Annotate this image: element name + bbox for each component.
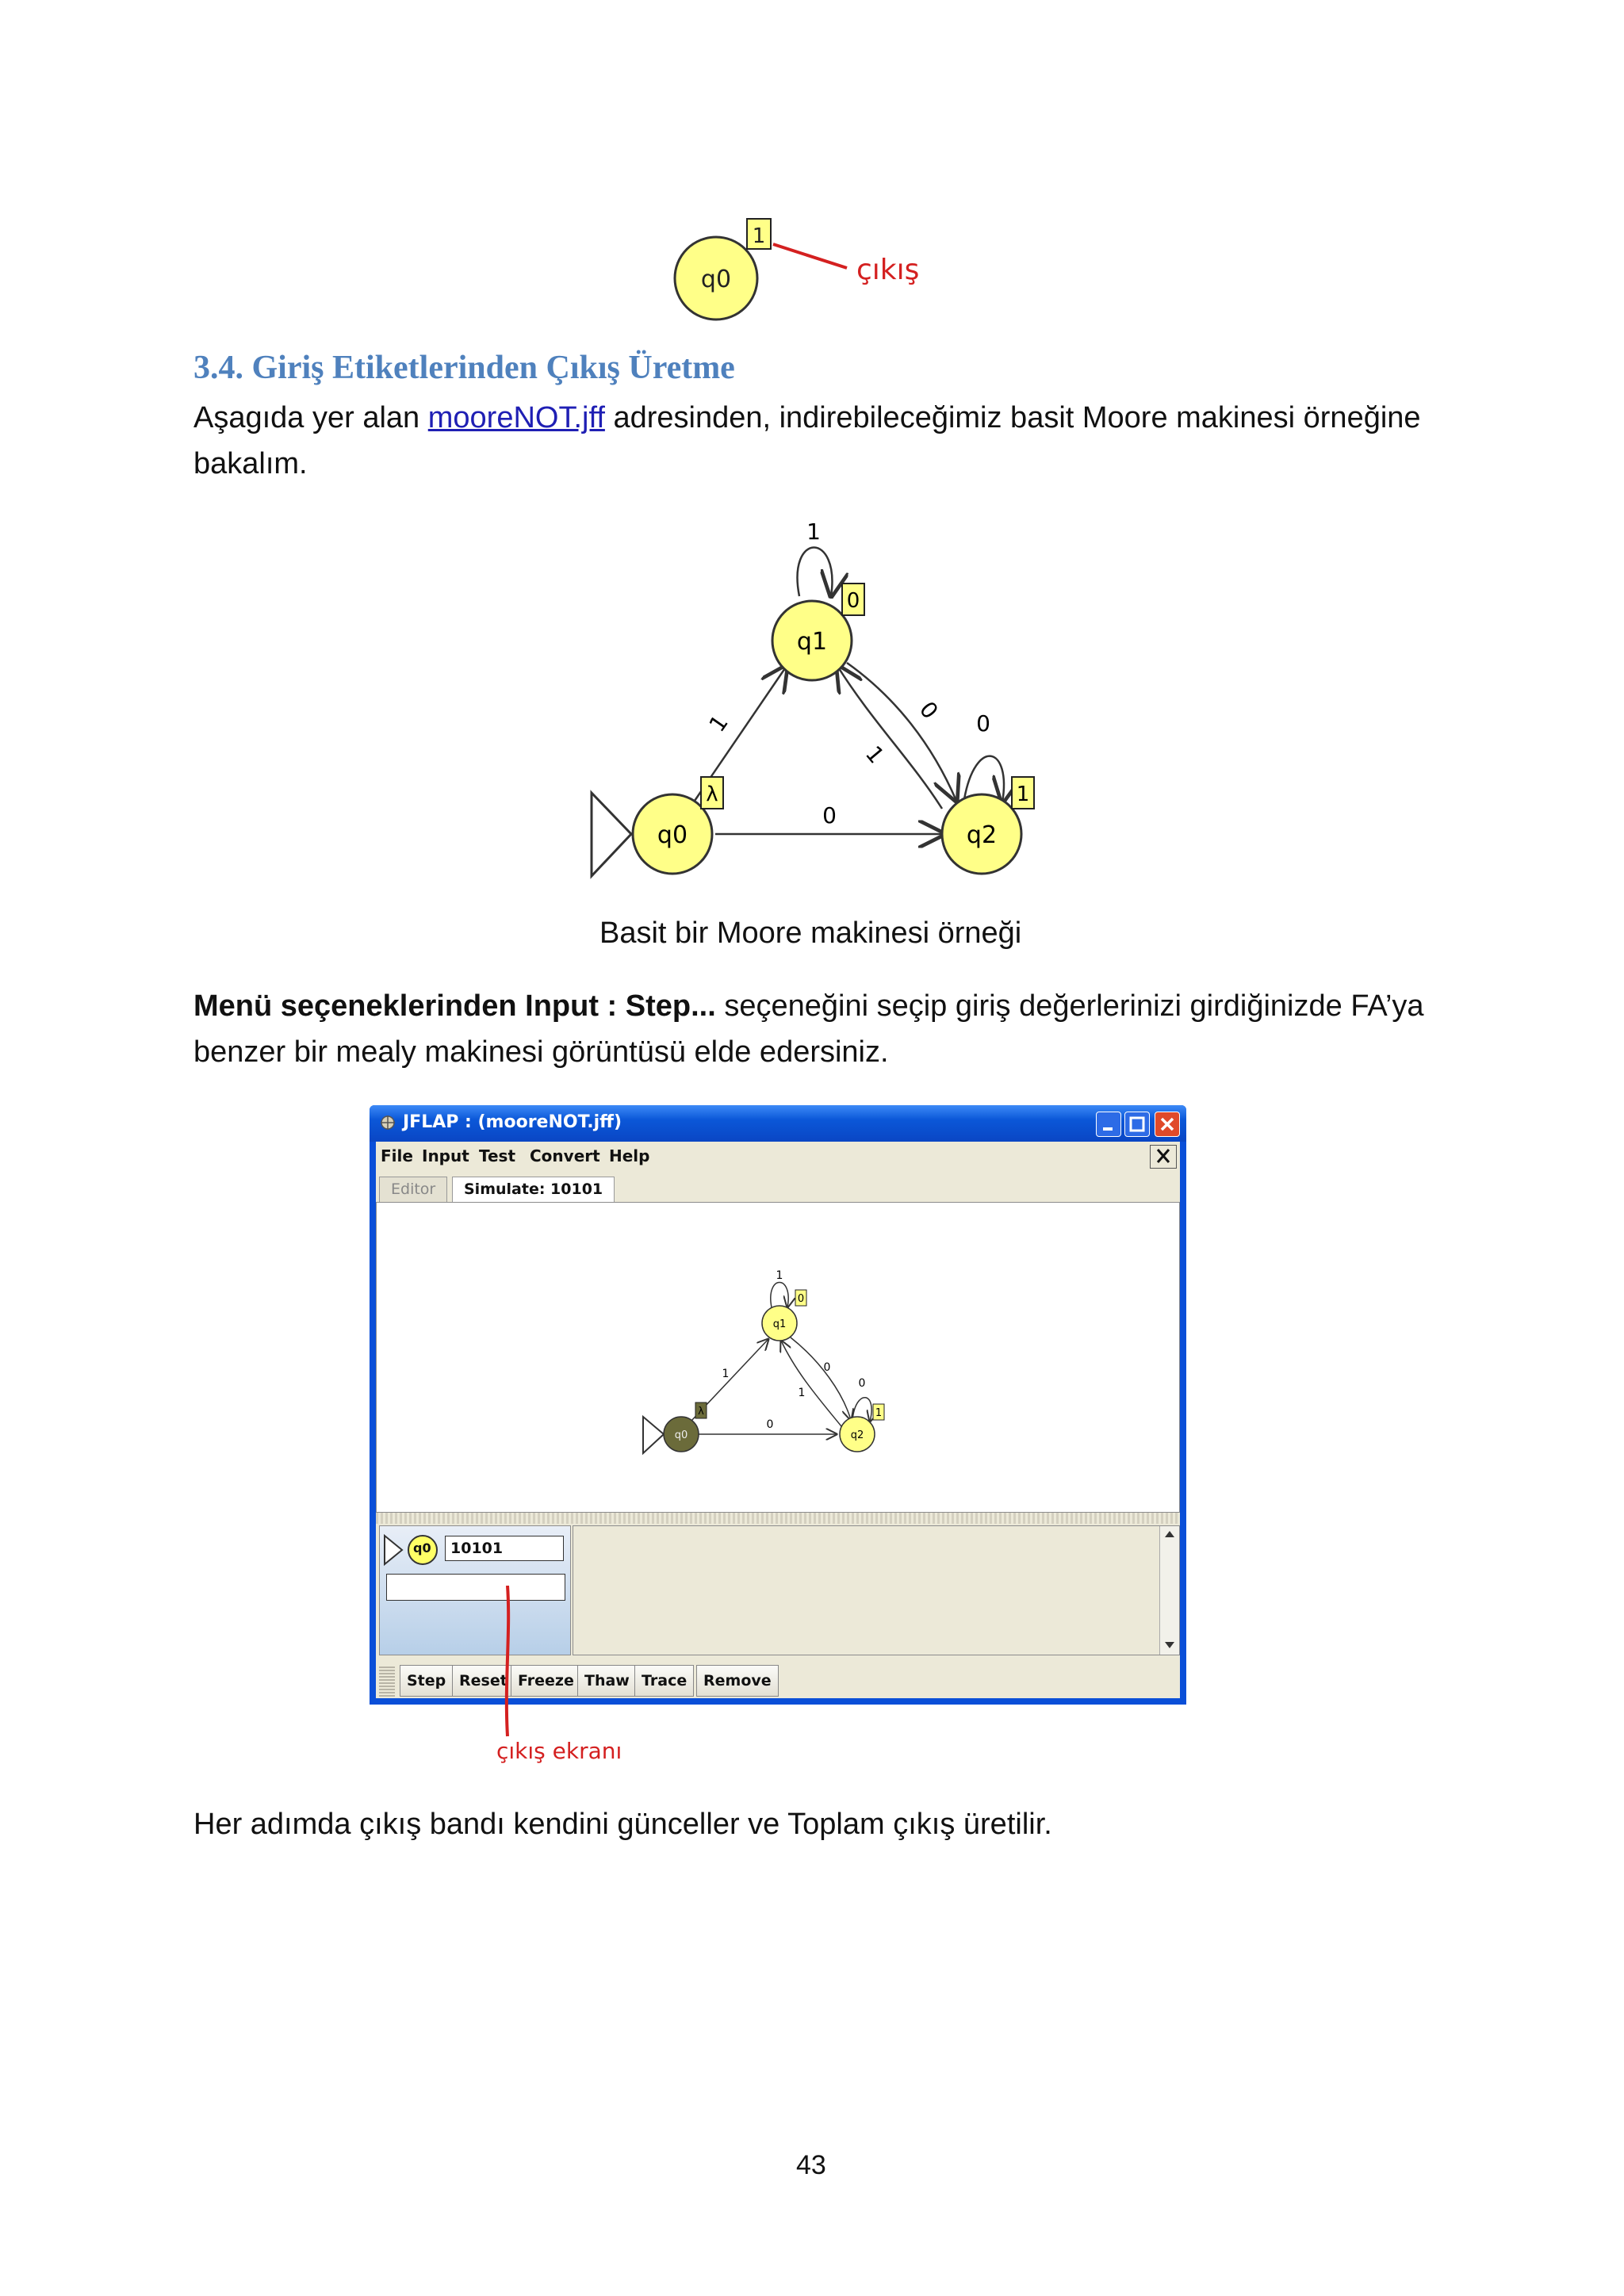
remove-button[interactable]: Remove [696, 1665, 779, 1697]
vertical-scrollbar[interactable] [1159, 1526, 1179, 1655]
section-heading: 3.4. Giriş Etiketlerinden Çıkış Üretme [193, 350, 735, 386]
step-button[interactable]: Step [400, 1665, 453, 1697]
annotation-arrow [773, 244, 847, 268]
transition-q1-q1 [798, 548, 833, 597]
state-q0-label: q0 [700, 266, 732, 293]
label-q2-q2: 0 [976, 710, 990, 737]
close-window-button[interactable] [1155, 1112, 1180, 1137]
configuration-list-area[interactable] [573, 1525, 1180, 1655]
state-q0-label: q0 [674, 1429, 688, 1441]
intro-paragraph [193, 395, 1462, 487]
menu-test[interactable]: Test [479, 1146, 516, 1165]
initial-state-marker [643, 1417, 664, 1453]
transition-q1-q2 [847, 663, 956, 801]
label-q1-q1: 1 [776, 1269, 783, 1282]
label-q0-q1: 1 [722, 1368, 730, 1380]
tab-editor[interactable]: Editor [379, 1177, 447, 1202]
maximize-button[interactable] [1124, 1112, 1150, 1137]
simulation-toolbar [376, 1657, 1180, 1701]
close-icon [1155, 1112, 1179, 1136]
state-q1-output: 0 [797, 1293, 805, 1305]
state-q0-label: q0 [657, 821, 688, 849]
label-q0-q2: 0 [822, 802, 837, 828]
menu-instruction-paragraph [193, 983, 1462, 1075]
intro-text-before: Aşagıda yer alan [193, 401, 428, 434]
automaton-canvas[interactable] [376, 1202, 1180, 1513]
page-number: 43 [796, 2150, 826, 2180]
window-title: JFLAP : (mooreNOT.jff) [403, 1112, 622, 1132]
toolbar-grip[interactable] [379, 1665, 395, 1697]
output-tape [386, 1574, 565, 1601]
menu-convert[interactable]: Convert [530, 1146, 600, 1165]
window-titlebar [370, 1105, 1186, 1142]
menu-input[interactable]: Input [422, 1146, 469, 1165]
menu-instruction-line2: benzer bir mealy makinesi görüntüsü elde edersiniz. [193, 1035, 889, 1069]
label-q0-q2: 0 [766, 1418, 774, 1431]
state-q2-label: q2 [850, 1429, 864, 1441]
thaw-button[interactable]: Thaw [577, 1665, 637, 1697]
window-client-area [376, 1142, 1180, 1698]
state-q1-label: q1 [772, 1318, 787, 1330]
freeze-button[interactable]: Freeze [511, 1665, 581, 1697]
label-q1-q2: 0 [914, 696, 944, 725]
maximize-icon [1125, 1112, 1149, 1136]
label-q2-q2: 0 [858, 1377, 866, 1390]
menu-file[interactable]: File [381, 1146, 413, 1165]
minimize-button[interactable] [1096, 1112, 1121, 1137]
label-q2-q1: 1 [798, 1387, 806, 1399]
menu-instruction-bold: Menü seçeneklerinden Input : Step... [193, 989, 716, 1023]
intro-text-line2: bakalım. [193, 447, 308, 480]
state-q1-output: 0 [846, 589, 860, 613]
output-screen-annotation-line [500, 1586, 515, 1744]
transition-q2-q1 [837, 666, 942, 809]
state-q2-label: q2 [966, 821, 998, 849]
input-tape: 10101 [445, 1536, 564, 1561]
scroll-down-icon[interactable] [1160, 1637, 1179, 1653]
transition-q1-q2 [791, 1337, 851, 1420]
moorenot-link[interactable]: mooreNOT.jff [427, 401, 605, 434]
split-pane-divider[interactable] [376, 1513, 1180, 1524]
reset-button[interactable]: Reset [452, 1665, 515, 1697]
menu-instruction-rest: seçeneğini seçip giriş değerlerinizi girdiğinizde FA’ya [715, 989, 1424, 1023]
trace-button[interactable]: Trace [634, 1665, 694, 1697]
initial-state-marker [592, 793, 631, 876]
moore-machine-diagram [579, 507, 1071, 888]
state-q2-output: 1 [1016, 783, 1030, 806]
menu-bar [376, 1142, 1180, 1172]
scroll-up-icon[interactable] [1160, 1526, 1179, 1542]
configuration-panel[interactable] [379, 1525, 571, 1655]
output-screen-annotation: çıkış ekranı [496, 1738, 622, 1764]
closing-paragraph: Her adımda çıkış bandı kendini günceller ve Toplam çıkış üretilir. [193, 1808, 1052, 1841]
top-moore-state-figure [658, 208, 944, 327]
tab-simulate[interactable]: Simulate: 10101 [452, 1177, 615, 1202]
transition-q1-q1 [771, 1283, 788, 1308]
state-q2-output: 1 [875, 1407, 883, 1419]
intro-text-after: adresinden, indirebileceğimiz basit Moore makinesi örneğine [604, 401, 1421, 434]
jflap-app-icon [379, 1114, 396, 1131]
state-q1-label: q1 [796, 628, 828, 656]
label-q1-q2: 0 [823, 1361, 831, 1374]
simulated-automaton [377, 1203, 1179, 1512]
annotation-label: çıkış [856, 254, 920, 286]
minimize-icon [1097, 1112, 1120, 1136]
label-q0-q1: 1 [703, 710, 733, 737]
config-state-label: q0 [413, 1540, 431, 1556]
state-output-label: 1 [752, 224, 766, 248]
close-icon [1151, 1146, 1175, 1166]
jflap-window [370, 1105, 1186, 1705]
label-q2-q1: 1 [860, 740, 890, 769]
state-q0-output: λ [706, 783, 718, 806]
diagram-caption: Basit bir Moore makinesi örneği [599, 916, 1022, 950]
transition-q2-q1 [781, 1341, 841, 1426]
close-tab-button[interactable] [1150, 1145, 1177, 1169]
label-q1-q1: 1 [806, 519, 821, 545]
menu-help[interactable]: Help [609, 1146, 650, 1165]
state-q0-output: λ [698, 1406, 704, 1418]
